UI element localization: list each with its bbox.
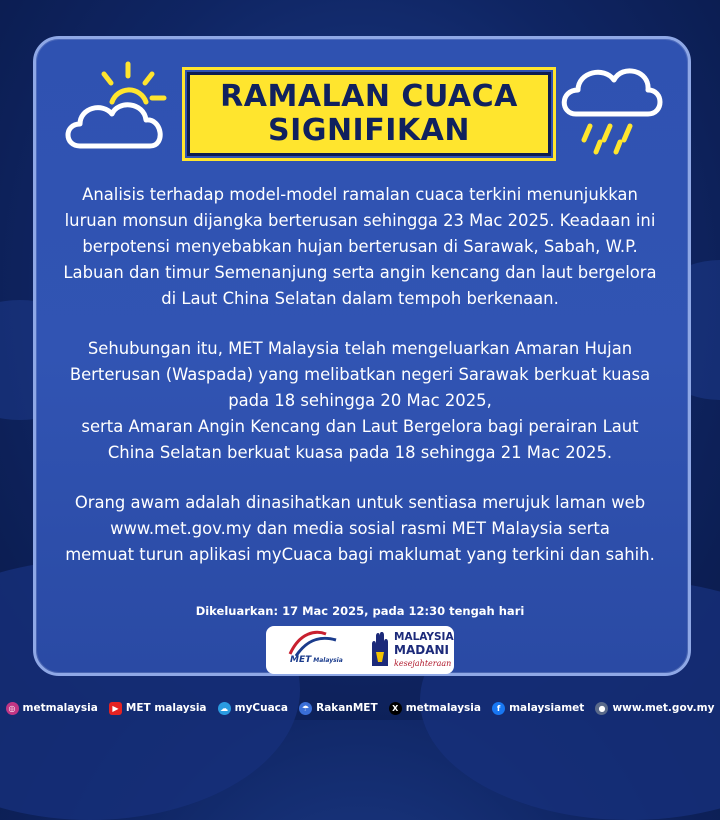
footer-facebook[interactable] (492, 702, 584, 715)
footer-label: myCuaca (234, 702, 288, 714)
paragraph-warnings (55, 336, 665, 466)
title-line-1: RAMALAN CUACA (220, 79, 518, 114)
malaysia-madani-logo (368, 631, 454, 670)
madani-line-2: MADANI (394, 642, 449, 657)
text-line: di Laut China Selatan dalam tempoh berkenaan. (161, 289, 559, 308)
footer-label: malaysiamet (509, 702, 585, 714)
met-malaysia-logo (276, 628, 358, 672)
madani-line-3: kesejahteraan (394, 658, 452, 668)
text-line: www.met.gov.my dan media sosial rasmi MET Malaysia serta (110, 519, 610, 538)
text-line: China Selatan berkuat kuasa pada 18 sehingga 21 Mac 2025. (107, 443, 613, 462)
x-icon: X (389, 702, 402, 715)
footer-label: MET malaysia (125, 702, 207, 714)
issued-date: Dikeluarkan: 17 Mac 2025, pada 12:30 tengah hari (195, 604, 525, 618)
footer-mycuaca[interactable] (218, 702, 288, 715)
social-footer (0, 696, 720, 720)
rain-cloud-icon (556, 58, 666, 158)
web-icon: ● (595, 702, 608, 715)
text-line: pada 18 sehingga 20 Mac 2025, (228, 391, 492, 410)
text-line: memuat turun aplikasi myCuaca bagi maklumat yang terkini dan sahih. (65, 545, 655, 564)
text-line: berpotensi menyebabkan hujan berterusan di Sarawak, Sabah, W.P. (82, 237, 638, 256)
madani-hand-icon (368, 632, 390, 668)
text-line: Sehubungan itu, MET Malaysia telah mengeluarkan Amaran Hujan (87, 339, 633, 358)
text-line: Labuan dan timur Semenanjung serta angin kencang dan laut bergelora (63, 263, 657, 282)
met-suffix-text: Malaysia (313, 657, 343, 664)
paragraph-advice (55, 490, 665, 568)
text-line: luruan monsun dijangka berterusan sehingga 23 Mac 2025. Keadaan ini (64, 211, 656, 230)
text-line: Berterusan (Waspada) yang melibatkan negeri Sarawak berkuat kuasa (69, 365, 651, 384)
sun-cloud-icon (62, 58, 180, 158)
youtube-icon: ▶ (109, 702, 122, 715)
mycuaca-icon: ☁ (218, 702, 231, 715)
footer-youtube[interactable] (109, 702, 207, 715)
text-line: Analisis terhadap model-model ramalan cuaca terkini menunjukkan (82, 185, 638, 204)
facebook-icon: f (492, 702, 505, 715)
logos-panel (266, 626, 454, 674)
footer-rakanmet[interactable] (299, 702, 378, 715)
met-swirl-icon (286, 628, 346, 658)
title-banner (187, 72, 551, 156)
text-line: Orang awam adalah dinasihatkan untuk sentiasa merujuk laman web (74, 493, 646, 512)
footer-x[interactable] (389, 702, 481, 715)
footer-instagram[interactable] (6, 702, 98, 715)
met-brand-text: MET (290, 655, 312, 665)
footer-label: metmalaysia (405, 702, 481, 714)
footer-label: RakanMET (316, 702, 378, 714)
text-line: serta Amaran Angin Kencang dan Laut Bergelora bagi perairan Laut (81, 417, 639, 436)
footer-label: www.met.gov.my (612, 702, 715, 714)
instagram-icon: ◎ (6, 702, 19, 715)
footer-label: metmalaysia (22, 702, 98, 714)
madani-line-1: MALAYSIA (394, 630, 454, 643)
paragraph-forecast (55, 182, 665, 312)
footer-website[interactable] (595, 702, 714, 715)
rakanmet-icon: ☂ (299, 702, 312, 715)
title-line-2: SIGNIFIKAN (268, 113, 470, 148)
